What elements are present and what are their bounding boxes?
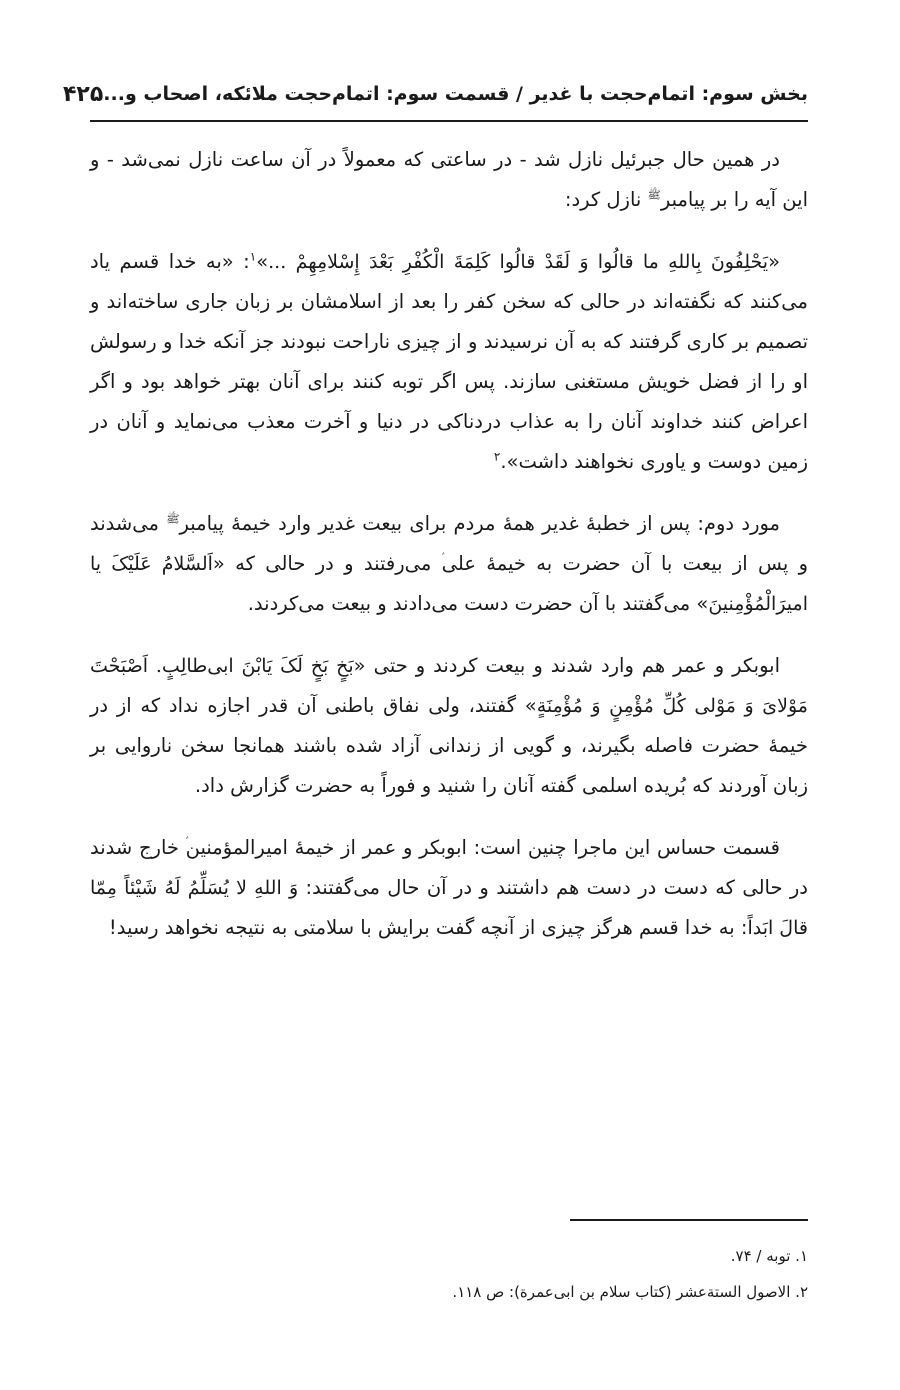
quote-open: «	[768, 250, 780, 273]
footnote-ref-1[interactable]: ۱	[249, 249, 257, 264]
footnote-rule	[570, 1219, 808, 1221]
paragraph-text: : به خدا قسم هرگز چیزی از آنچه گفت برایش با سلامتی به نتیجه نخواهد رسید!	[108, 916, 748, 939]
paragraph-text: قسمت حساس این ماجرا چنین است: ابوبکر و عمر از خیمهٔ امیرالمؤمنین	[185, 836, 780, 859]
honorific-symbol: ﷺ	[166, 512, 180, 526]
paragraph-text: » گفتند، ولی نفاق باطنی آن قدر اجازه نداد که از در خیمهٔ حضرت فاصله بگیرند، و گویی از زندانی آزاد شده باشند همانجا سخن ناروایی بر زبان آوردند که بُریده اسلمی گفته آنان را شنید و فوراً به حضرت گزارش داد.	[90, 694, 808, 797]
paragraph-text: می‌رفتند و در حالی که «	[212, 552, 442, 575]
arabic-congratulation: بَخٍ بَخٍ لَکَ یَابْنَ ابی‌طالِبٍ. اَصْبَحْتَ مَوْلایَ وَ مَوْلی کُلِّ مُؤْمِنٍ وَ مُؤْمِنَةٍ	[90, 655, 808, 717]
running-header-title: بخش سوم: اتمام‌حجت با غدیر / قسمت سوم: اتمام‌حجت ملائکه، اصحاب و...	[103, 83, 808, 105]
paragraph-text: در همین حال جبرئیل نازل شد - در ساعتی که معمولاً در آن ساعت نازل نمی‌شد - و این آیه را بر پیامبر	[90, 148, 808, 211]
paragraph-text: خارج شدند در حالی که دست در دست هم داشتند و در آن حال می‌گفتند:	[90, 836, 808, 899]
arabic-salutation: اَلسَّلامُ عَلَیْکَ یا امیرَالْمُؤْمِنینَ	[90, 553, 808, 615]
footnote-ref-2[interactable]: ۲	[493, 449, 501, 464]
paragraph-verse	[90, 242, 808, 482]
quran-verse: یَحْلِفُونَ بِاللهِ ما قالُوا وَ لَقَدْ قالُوا کَلِمَةَ الْکُفْرِ بَعْدَ إِسْلامِهِمْ ...	[268, 251, 769, 273]
paragraph-text: ابوبکر و عمر هم وارد شدند و بیعت کردند و حتی «	[353, 654, 780, 677]
book-page	[63, 0, 809, 1390]
page-number: ۴۲۵	[63, 81, 104, 107]
paragraph-text: » می‌گفتند با آن حضرت دست می‌دادند و بیعت می‌کردند.	[247, 592, 709, 615]
footnote-2: ۲. الاصول الستة‌عشر (کتاب سلام بن ابی‌عمرة): ص ۱۱۸.	[452, 1283, 808, 1301]
paragraph-abubakr-umar	[90, 646, 808, 806]
paragraph-text: می‌شدند و پس از بیعت با آن حضرت به خیمهٔ علی	[90, 512, 809, 575]
quote-close: »	[256, 250, 269, 273]
paragraph-sensitive-part	[90, 828, 808, 948]
arabic-oath: وَ اللهِ لا یُسَلِّمُ لَهُ شَیْئاً مِمّا قالَ ابَداً	[90, 877, 808, 939]
header-rule	[90, 120, 808, 122]
verse-translation: : «به خدا قسم یاد می‌کنند که نگفته‌اند در حالی که سخن کفر را بعد از اسلامشان بر زبان جاری ساخته‌اند و تصمیم بر کاری گرفتند که به آن نرسیدند و از چیزی ناراحت نبودند جز آنکه خدا و رسولش او را از فضل خویش مستغنی سازند. پس اگر توبه کنند برای آنان بهتر خواهد بود و اگر اعراض کنند خداوند آنان را به عذاب دردناکی در دنیا و آخرت معذب می‌نماید و آنان در زمین دوست و یاوری نخواهند داشت».	[90, 250, 808, 473]
paragraph-gabriel	[90, 140, 808, 220]
footnote-1: ۱. توبه / ۷۴.	[730, 1247, 808, 1265]
body-text	[90, 140, 808, 948]
running-header	[63, 74, 808, 114]
paragraph-text-end: نازل کرد:	[564, 188, 648, 211]
honorific-symbol: ﷺ	[647, 188, 661, 202]
paragraph-second-case	[90, 504, 808, 624]
footnotes	[90, 1238, 808, 1310]
paragraph-text: مورد دوم: پس از خطبهٔ غدیر همهٔ مردم برای بیعت غدیر وارد خیمهٔ پیامبر	[179, 512, 781, 535]
